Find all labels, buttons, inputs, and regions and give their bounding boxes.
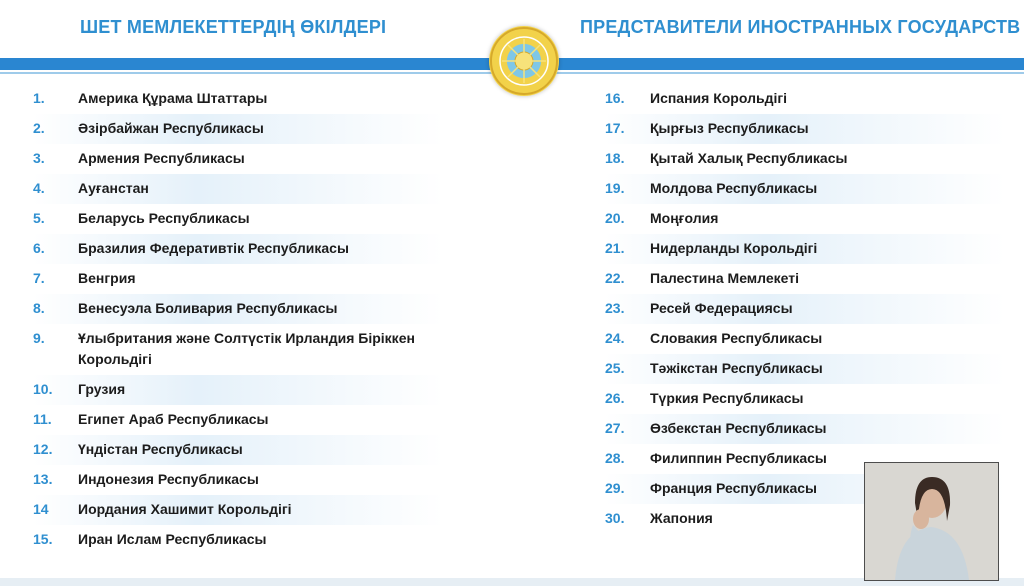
- item-number: 30.: [605, 510, 625, 526]
- country-name: Түркия Республикасы: [650, 390, 804, 406]
- item-number: 11.: [33, 411, 52, 427]
- country-name: Палестина Мемлекеті: [650, 270, 800, 286]
- item-number: 15.: [33, 531, 53, 547]
- country-list-item: [605, 84, 1005, 114]
- country-name: Филиппин Республикасы: [650, 450, 827, 466]
- item-number: 22.: [605, 270, 625, 286]
- country-list-item: [605, 144, 1005, 174]
- country-name: Қырғыз Республикасы: [650, 120, 809, 136]
- country-list-item: [33, 264, 443, 294]
- item-number: 10.: [33, 381, 53, 397]
- country-list-item: [605, 264, 1005, 294]
- item-number: 1.: [33, 90, 45, 106]
- country-list-item: [33, 114, 443, 144]
- country-name: Индонезия Республикасы: [78, 471, 259, 487]
- item-number: 23.: [605, 300, 625, 316]
- country-list-item: [33, 495, 443, 525]
- country-name: Жапония: [650, 510, 713, 526]
- country-name: Франция Республикасы: [650, 480, 817, 496]
- country-list-item: [605, 414, 1005, 444]
- country-list-item: [33, 234, 443, 264]
- item-number: 24.: [605, 330, 625, 346]
- item-number: 29.: [605, 480, 625, 496]
- item-number: 5.: [33, 210, 45, 226]
- country-list-item: [33, 174, 443, 204]
- country-name: Өзбекстан Республикасы: [650, 420, 827, 436]
- country-name: Беларусь Республикасы: [78, 210, 250, 226]
- country-list-item: [605, 234, 1005, 264]
- country-list-item: [605, 114, 1005, 144]
- country-name: Ұлыбритания және Солтүстік Ирландия Біріккен Корольдігі: [78, 330, 415, 367]
- sign-language-interpreter-video: [864, 462, 999, 581]
- country-list-item: [605, 384, 1005, 414]
- title-russian: ПРЕДСТАВИТЕЛИ ИНОСТРАННЫХ ГОСУДАРСТВ: [580, 17, 1021, 37]
- country-list-item: [33, 324, 443, 375]
- country-list-item: [33, 204, 443, 234]
- country-name: Армения Республикасы: [78, 150, 245, 166]
- item-number: 4.: [33, 180, 45, 196]
- country-name: Ресей Федерациясы: [650, 300, 793, 316]
- item-number: 18.: [605, 150, 625, 166]
- state-emblem-icon: [489, 26, 559, 96]
- country-list-item: [605, 204, 1005, 234]
- item-number: 26.: [605, 390, 625, 406]
- country-name: Венесуэла Боливария Республикасы: [78, 300, 338, 316]
- country-name: Әзірбайжан Республикасы: [78, 120, 264, 136]
- item-number: 16.: [605, 90, 625, 106]
- item-number: 13.: [33, 471, 53, 487]
- item-number: 21.: [605, 240, 625, 256]
- country-list-item: [605, 354, 1005, 384]
- state-emblem-graphic: [489, 26, 559, 96]
- country-name: Египет Араб Республикасы: [78, 411, 269, 427]
- country-name: Ауғанстан: [78, 180, 149, 196]
- country-list-item: [605, 324, 1005, 354]
- country-name: Иран Ислам Республикасы: [78, 531, 267, 547]
- item-number: 2.: [33, 120, 45, 136]
- country-name: Америка Құрама Штаттары: [78, 90, 268, 106]
- item-number: 20.: [605, 210, 625, 226]
- interpreter-figure-icon: [865, 463, 998, 580]
- country-name: Грузия: [78, 381, 126, 397]
- item-number: 6.: [33, 240, 45, 256]
- item-number: 14: [33, 501, 49, 517]
- country-name: Иордания Хашимит Корольдігі: [78, 501, 292, 517]
- country-name: Нидерланды Корольдігі: [650, 240, 818, 256]
- country-name: Моңғолия: [650, 210, 719, 226]
- item-number: 25.: [605, 360, 625, 376]
- country-name: Словакия Республикасы: [650, 330, 823, 346]
- country-list-left: [33, 84, 443, 555]
- country-name: Үндістан Республикасы: [78, 441, 243, 457]
- country-list-item: [33, 375, 443, 405]
- country-list-item: [33, 294, 443, 324]
- country-name: Тәжікстан Республикасы: [650, 360, 823, 376]
- country-name: Қытай Халық Республикасы: [650, 150, 848, 166]
- country-list-item: [605, 294, 1005, 324]
- country-name: Испания Корольдігі: [650, 90, 788, 106]
- country-name: Молдова Республикасы: [650, 180, 818, 196]
- item-number: 27.: [605, 420, 625, 436]
- country-list-item: [33, 525, 443, 555]
- country-list-item: [33, 435, 443, 465]
- item-number: 12.: [33, 441, 53, 457]
- item-number: 28.: [605, 450, 625, 466]
- item-number: 3.: [33, 150, 45, 166]
- item-number: 8.: [33, 300, 45, 316]
- country-list-item: [33, 465, 443, 495]
- country-list-item: [605, 174, 1005, 204]
- title-kazakh: ШЕТ МЕМЛЕКЕТТЕРДІҢ ӨКІЛДЕРІ: [80, 17, 387, 37]
- country-list-item: [33, 144, 443, 174]
- item-number: 9.: [33, 330, 45, 346]
- item-number: 17.: [605, 120, 625, 136]
- item-number: 7.: [33, 270, 45, 286]
- country-name: Венгрия: [78, 270, 136, 286]
- country-name: Бразилия Федеративтік Республикасы: [78, 240, 349, 256]
- item-number: 19.: [605, 180, 625, 196]
- country-list-item: [33, 405, 443, 435]
- country-list-item: [33, 84, 443, 114]
